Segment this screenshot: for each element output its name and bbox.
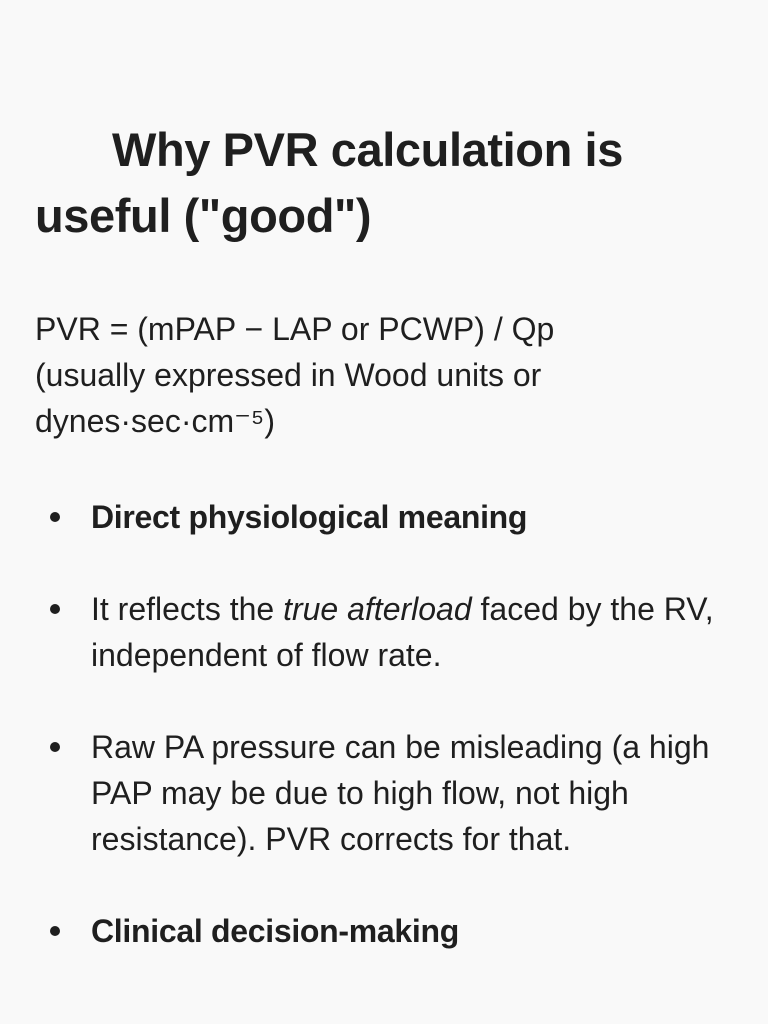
formula-line-3: dynes·sec·cm⁻⁵) [35,403,275,439]
bullet-icon [50,512,60,522]
bullet-text-physiological-meaning: Direct physiological meaning [91,499,528,535]
pvr-formula [35,306,734,444]
formula-line-2: (usually expressed in Wood units or [35,357,542,393]
formula-line-1: PVR = (mPAP − LAP or PCWP) / Qp [35,311,555,347]
bullet-icon [50,742,60,752]
list-item [35,586,734,678]
list-item [35,494,734,540]
bullet-icon [50,604,60,614]
bullet-icon [50,926,60,936]
list-item [35,908,734,954]
afterload-text-end: faced by the RV, independent of flow rate. [91,591,714,673]
bullet-text-afterload [91,591,714,673]
afterload-emphasis: true afterload [283,591,472,627]
bullet-text-clinical-decision: Clinical decision-making [91,913,460,949]
list-item [35,724,734,862]
bullet-list [35,494,734,954]
afterload-text-start: It reflects the [91,591,284,627]
bullet-text-pa-pressure: Raw PA pressure can be misleading (a high PAP may be due to high flow, not high resistance). PVR corrects for that. [91,729,710,857]
page-title: Why PVR calculation is useful ("good") [35,123,623,242]
